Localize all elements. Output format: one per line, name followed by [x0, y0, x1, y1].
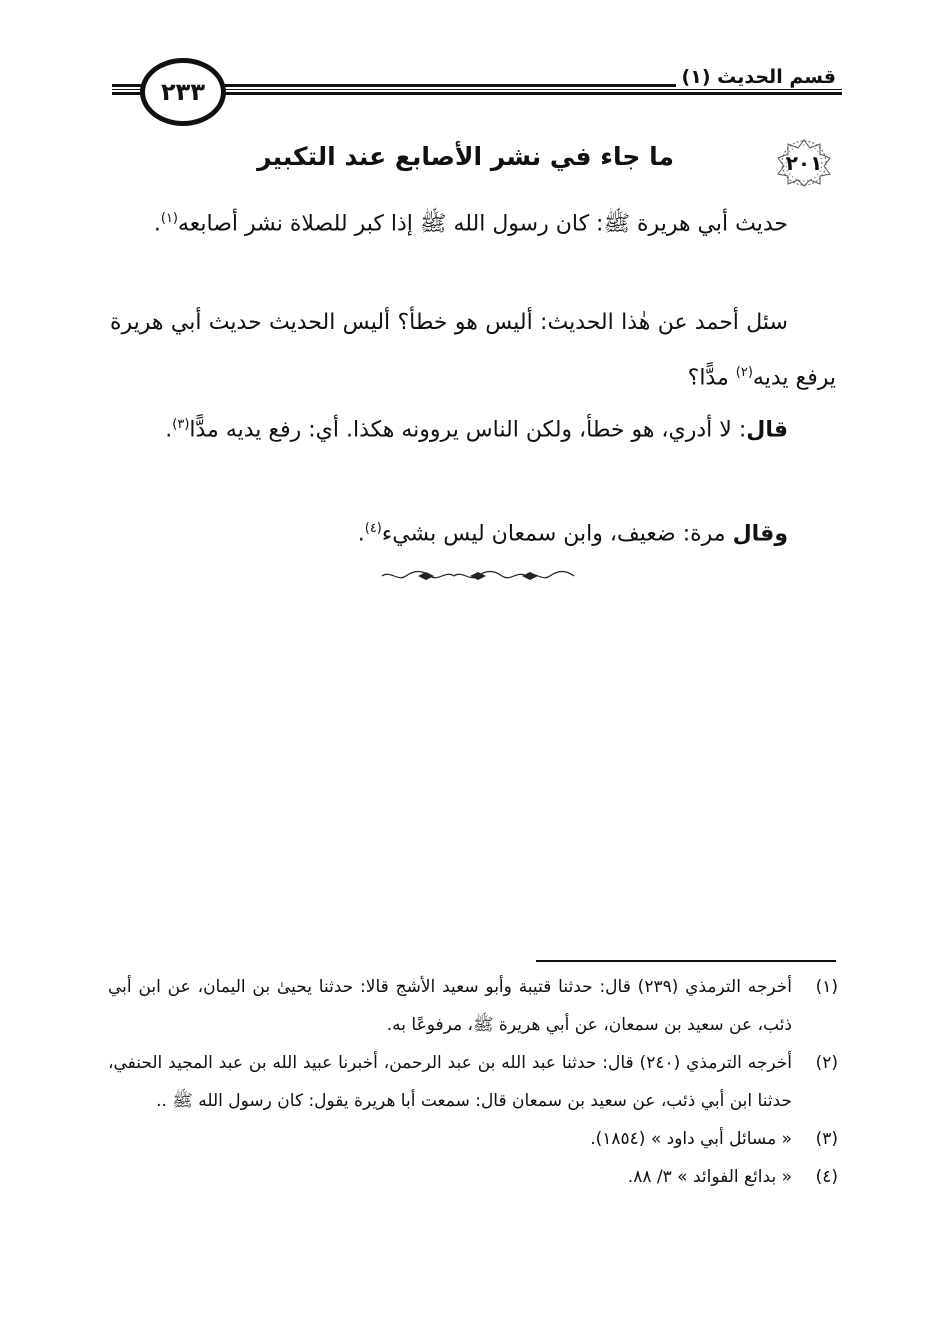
paragraph-question — [110, 298, 836, 403]
paragraph-text: حديث أبي هريرة ﷺ: كان رسول الله ﷺ إذا كبر للصلاة نشر أصابعه — [178, 211, 788, 237]
paragraph-end: . — [357, 521, 365, 547]
paragraph-text: مرة: ضعيف، وابن سمعان ليس بشيء — [381, 521, 733, 547]
footnote-ref: (٣) — [172, 417, 190, 432]
footnote-text: « مسائل أبي داود » (١٨٥٤). — [590, 1129, 792, 1149]
footnote-text: أخرجه الترمذي (٢٤٠) قال: حدثنا عبد الله بن عبد الرحمن، أخبرنا عبيد الله بن عبد المجيد الحنفي، حدثنا ابن أبي ذئب، عن سعيد بن سمعان قال: سمعت أبا هريرة يقول: كان رسول الله ﷺ .. — [108, 1053, 792, 1111]
footnote-item — [108, 1120, 838, 1158]
footnote-item — [108, 968, 838, 1044]
footnotes — [108, 968, 838, 1196]
section-number-ornament — [766, 138, 842, 188]
paragraph-end: مدًّا؟ — [687, 365, 736, 391]
footnote-ref: (٤) — [364, 521, 382, 536]
footnote-text: أخرجه الترمذي (٢٣٩) قال: حدثنا قتيبة وأبو سعيد الأشج قالا: حدثنا يحيىٰ بن اليمان، عن ابن أبي ذئب، عن سعيد بن سمعان، عن أبي هريرة ﷺ، مرفوعًا به. — [108, 977, 792, 1035]
footnote-item — [108, 1044, 838, 1120]
paragraph-hadith — [110, 194, 836, 249]
paragraph-weak — [110, 504, 836, 559]
footnote-text: « بدائع الفوائد » ٣/ ٨٨. — [627, 1167, 792, 1187]
paragraph-answer — [110, 400, 836, 455]
paragraph-lead: قال — [746, 417, 788, 443]
footnote-ref: (٢) — [735, 365, 753, 380]
section-number: ٢٠١ — [785, 151, 823, 175]
paragraph-lead: وقال — [732, 521, 788, 547]
paragraph-end: . — [165, 417, 173, 443]
footnote-number: (٤) — [815, 1167, 838, 1187]
footnote-number: (٢) — [815, 1053, 838, 1073]
footnote-number: (١) — [815, 977, 838, 997]
paragraph-text: : لا أدري، هو خطأ، ولكن الناس يروونه هكذا. أي: رفع يديه مدًّا — [189, 417, 747, 443]
footnote-item — [108, 1158, 838, 1196]
running-title: قسم الحديث (١) — [676, 66, 842, 88]
paragraph-end: . — [153, 211, 161, 237]
footnote-rule — [536, 960, 836, 962]
paragraph-text: سئل أحمد عن هٰذا الحديث: أليس هو خطأ؟ أليس الحديث حديث أبي هريرة يرفع يديه — [110, 310, 836, 391]
footnote-number: (٣) — [815, 1129, 838, 1149]
ornament-divider-icon — [378, 568, 578, 584]
footnote-ref: (١) — [160, 211, 178, 226]
section-title: ما جاء في نشر الأصابع عند التكبير — [257, 142, 674, 171]
page-number-badge — [140, 58, 226, 126]
page-number: ٢٣٣ — [161, 78, 205, 106]
